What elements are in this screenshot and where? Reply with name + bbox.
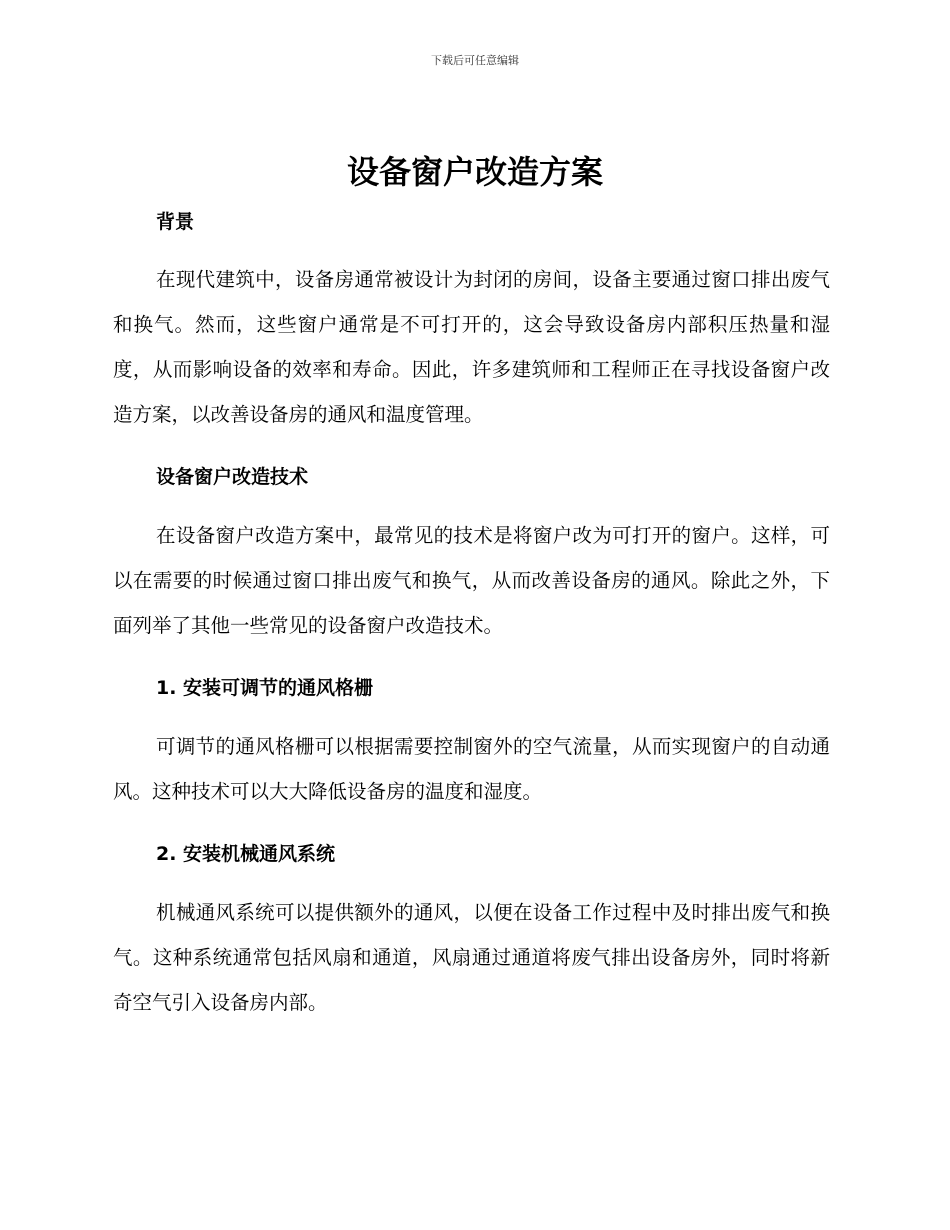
section-paragraph-adjustable-grille: 可调节的通风格栅可以根据需要控制窗外的空气流量，从而实现窗户的自动通风。这种技术可以大大降低设备房的温度和湿度。 [113, 735, 830, 803]
section-heading-adjustable-grille: 1. 安装可调节的通风格栅 [156, 677, 374, 699]
document-body [113, 203, 830, 1025]
header-note: 下载后可任意编辑 [431, 54, 519, 67]
section-paragraph-techniques: 在设备窗户改造方案中，最常见的技术是将窗户改为可打开的窗户。这样，可以在需要的时候通过窗口排出废气和换气，从而改善设备房的通风。除此之外，下面列举了其他一些常见的设备窗户改造技术。 [113, 524, 830, 637]
document-title: 设备窗户改造方案 [346, 153, 603, 191]
section-paragraph-background: 在现代建筑中，设备房通常被设计为封闭的房间，设备主要通过窗口排出废气和换气。然而，这些窗户通常是不可打开的，这会导致设备房内部积压热量和湿度，从而影响设备的效率和寿命。因此，许多建筑师和工程师正在寻找设备窗户改造方案，以改善设备房的通风和温度管理。 [113, 268, 830, 426]
section-heading-background: 背景 [156, 211, 195, 233]
section-heading-techniques: 设备窗户改造技术 [156, 466, 309, 488]
section-heading-mechanical-ventilation: 2. 安装机械通风系统 [156, 843, 336, 865]
section-paragraph-mechanical-ventilation: 机械通风系统可以提供额外的通风，以便在设备工作过程中及时排出废气和换气。这种系统通常包括风扇和通道，风扇通过通道将废气排出设备房外，同时将新奇空气引入设备房内部。 [113, 901, 830, 1014]
